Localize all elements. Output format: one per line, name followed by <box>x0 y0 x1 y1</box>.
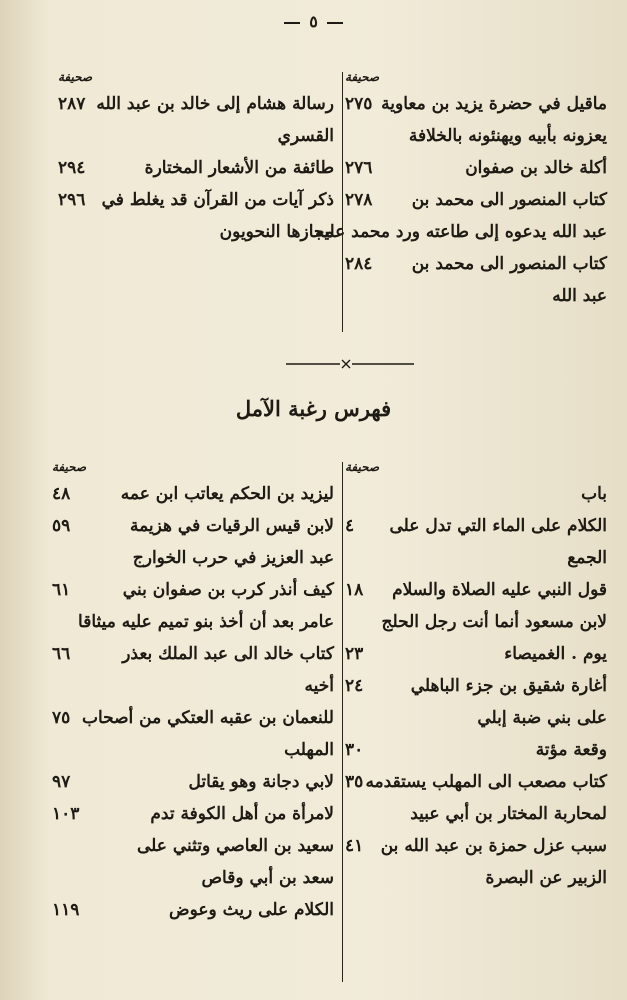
entry-page-number: ٢٩٦ <box>58 190 86 210</box>
index-entry <box>52 766 334 798</box>
entry-page-number: ٦١ <box>52 580 71 600</box>
index-entry <box>345 606 607 638</box>
entry-page-number: ٧٥ <box>52 708 71 728</box>
entry-title: سعيد بن العاصي وتثني على <box>136 836 334 856</box>
index-entry <box>52 638 334 670</box>
entry-title: أغارة شقيق بن جزء الباهلي <box>410 676 607 696</box>
index-entry <box>345 280 607 312</box>
index-entry <box>52 734 334 766</box>
entry-title: كتاب خالد الى عبد الملك بعذر <box>122 644 334 664</box>
index-entry <box>58 184 334 216</box>
entry-title: وقعة مؤتة <box>535 740 607 760</box>
index-entry <box>345 830 607 862</box>
index-entry <box>52 606 334 638</box>
index-entry <box>52 830 334 862</box>
entry-title: عامر بعد أن أخذ بنو تميم عليه ميثاقا <box>78 612 334 632</box>
entry-list <box>345 478 607 894</box>
entry-title: الكلام على ريث وعوض <box>169 900 334 920</box>
entry-page-number: ٢٨٤ <box>345 254 373 274</box>
index-entry <box>345 510 607 542</box>
entry-title: يوم . الغميصاء <box>504 644 607 664</box>
entry-title: لامرأة من أهل الكوفة تدم <box>150 804 334 824</box>
index-entry <box>345 702 607 734</box>
dash-right <box>327 22 343 24</box>
bottom-right-column <box>345 456 607 894</box>
dash-left <box>284 22 300 24</box>
entry-page-number: ٥٩ <box>52 516 71 536</box>
index-entry <box>345 542 607 574</box>
entry-title: كيف أنذر كرب بن صفوان بني <box>122 580 334 600</box>
entry-page-number: ٢٣ <box>345 644 364 664</box>
bottom-left-column <box>52 456 334 926</box>
index-entry <box>52 574 334 606</box>
index-entry <box>52 478 334 510</box>
index-entry <box>345 574 607 606</box>
entry-title: طائفة من الأشعار المختارة <box>144 158 334 178</box>
index-entry <box>345 88 607 120</box>
entry-title: لابي دجانة وهو يقاتل <box>188 772 334 792</box>
index-entry <box>345 184 607 216</box>
index-entry <box>345 478 607 510</box>
entry-title: لمحاربة المختار بن أبي عبيد <box>410 804 607 824</box>
index-entry <box>58 216 334 248</box>
index-entry <box>345 120 607 152</box>
entry-title: مجازها النحويون <box>219 222 334 242</box>
entry-title: المهلب <box>284 740 334 760</box>
index-entry <box>345 638 607 670</box>
entry-page-number: ٢٨٧ <box>58 94 86 114</box>
index-entry <box>52 702 334 734</box>
entry-page-number: ٢٧٥ <box>345 94 373 114</box>
entry-title: ماقيل في حضرة يزيد بن معاوية <box>381 94 607 114</box>
index-entry <box>345 734 607 766</box>
entry-page-number: ٣٥ <box>345 772 364 792</box>
entry-title: باب <box>581 484 607 504</box>
entry-title: سبب عزل حمزة بن عبد الله بن <box>380 836 607 856</box>
section-title: فهرس رغبة الآمل <box>235 396 392 421</box>
entry-page-number: ١٨ <box>345 580 364 600</box>
index-entry <box>315 216 607 248</box>
entry-title: القسري <box>277 126 334 146</box>
index-entry <box>52 670 334 702</box>
index-entry <box>345 670 607 702</box>
entry-list <box>52 478 334 926</box>
entry-page-number: ١١٩ <box>52 900 80 920</box>
entry-title: كتاب مصعب الى المهلب يستقدمه <box>365 772 607 792</box>
entry-title: الزبير عن البصرة <box>485 868 607 888</box>
entry-page-number: ٢٧٦ <box>345 158 373 178</box>
entry-page-number: ٩٧ <box>52 772 71 792</box>
ornament-divider <box>286 359 414 369</box>
entry-title: للنعمان بن عقبه العتكي من أصحاب <box>81 708 334 728</box>
index-entry <box>52 542 334 574</box>
column-divider <box>342 462 343 982</box>
index-entry <box>345 798 607 830</box>
index-entry <box>58 88 334 120</box>
top-right-column <box>315 66 607 312</box>
index-entry <box>345 862 607 894</box>
entry-title: على بني ضبة إبلي <box>477 708 607 728</box>
index-entry <box>58 120 334 152</box>
entry-page-number: ٤٨ <box>52 484 71 504</box>
page-number <box>0 12 627 31</box>
index-entry <box>52 894 334 926</box>
entry-list <box>315 88 607 312</box>
entry-title: سعد بن أبي وقاص <box>201 868 334 888</box>
entry-page-number: ٤ <box>345 516 355 536</box>
entry-title: الكلام على الماء التي تدل على <box>389 516 607 536</box>
entry-title: عبد الله <box>552 286 607 306</box>
entry-title: لابن قيس الرقيات في هزيمة <box>129 516 334 536</box>
index-entry <box>58 152 334 184</box>
entry-title: كتاب المنصور الى محمد بن <box>411 254 607 274</box>
entry-page-number: ٤١ <box>345 836 364 856</box>
top-left-column <box>58 66 334 248</box>
entry-title: عبد العزيز في حرب الخوارج <box>132 548 334 568</box>
index-entry <box>345 248 607 280</box>
entry-title: أكلة خالد بن صفوان <box>465 158 607 178</box>
entry-title: الجمع <box>567 548 607 568</box>
entry-title: كتاب المنصور الى محمد بن <box>411 190 607 210</box>
page-column-header: صحيفة <box>345 70 380 84</box>
index-entry <box>52 798 334 830</box>
entry-title: أخيه <box>304 676 334 696</box>
entry-title: عبد الله يدعوه إلى طاعته ورد محمد عليه <box>315 222 607 242</box>
entry-page-number: ٢٩٤ <box>58 158 86 178</box>
entry-page-number: ١٠٣ <box>52 804 80 824</box>
index-entry <box>345 766 607 798</box>
page-column-header: صحيفة <box>345 460 380 474</box>
entry-page-number: ٦٦ <box>52 644 71 664</box>
index-entry <box>345 152 607 184</box>
column-divider <box>342 72 343 332</box>
entry-title: ذكر آيات من القرآن قد يغلط في <box>101 190 334 210</box>
page-column-header: صحيفة <box>58 70 93 84</box>
entry-title: يعزونه بأبيه ويهنئونه بالخلافة <box>408 126 607 146</box>
entry-list <box>58 88 334 248</box>
entry-title: رسالة هشام إلى خالد بن عبد الله <box>96 94 334 114</box>
entry-page-number: ٢٧٨ <box>345 190 373 210</box>
index-entry <box>52 862 334 894</box>
entry-title: قول النبي عليه الصلاة والسلام <box>392 580 607 600</box>
entry-page-number: ٢٤ <box>345 676 364 696</box>
entry-title: لابن مسعود أنما أنت رجل الحلج <box>381 612 607 632</box>
entry-title: ليزيد بن الحكم يعاتب ابن عمه <box>120 484 334 504</box>
index-entry <box>52 510 334 542</box>
page-number-text: ٥ <box>309 12 318 31</box>
entry-page-number: ٣٠ <box>345 740 364 760</box>
page-column-header: صحيفة <box>52 460 87 474</box>
